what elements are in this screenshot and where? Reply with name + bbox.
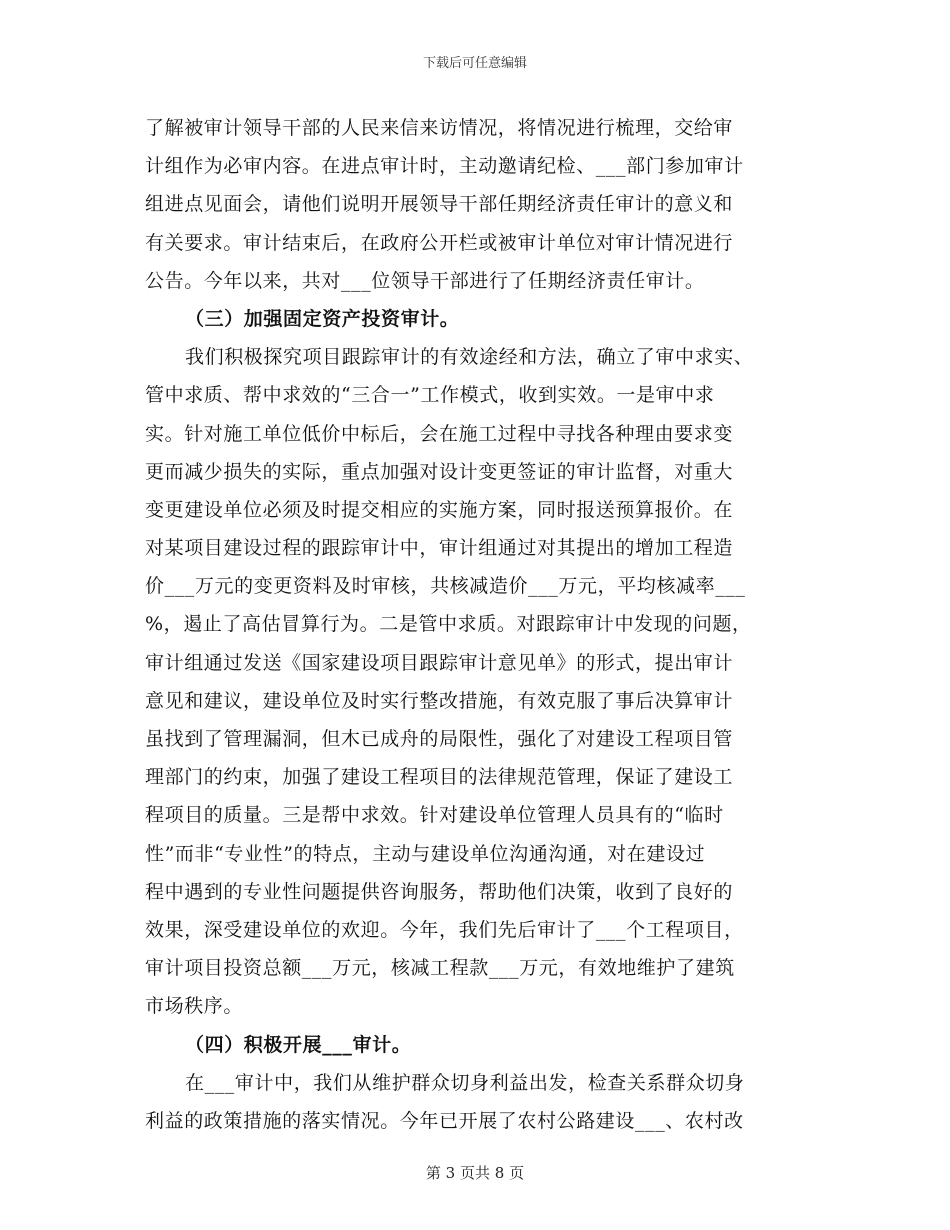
document-body (145, 109, 805, 1140)
text-line: 市场秩序。 (145, 995, 244, 1018)
text-line: 更而减少损失的实际，重点加强对设计变更签证的审计监督，对重大 (145, 460, 734, 483)
text-line: 理部门的约束，加强了建设工程项目的法律规范管理，保证了建设工 (145, 766, 734, 789)
text-line: 审计项目投资总额___万元，核减工程款___万元，有效地维护了建筑 (145, 957, 735, 980)
text-line: 审计组通过发送《国家建设项目跟踪审计意见单》的形式，提出审计 (145, 651, 734, 674)
text-line: 程项目的质量。三是帮中求效。针对建设单位管理人员具有的“临时 (145, 804, 724, 827)
text-line: 公告。今年以来，共对___位领导干部进行了任期经济责任审计。 (145, 269, 705, 292)
text-line: 管中求质、帮中求效的“三合一”工作模式，收到实效。一是审中求 (145, 384, 715, 407)
text-line: 变更建设单位必须及时提交相应的实施方案，同时报送预算报价。在 (145, 498, 734, 521)
text-line: 虽找到了管理漏洞，但木已成舟的局限性，强化了对建设工程项目管 (145, 728, 734, 750)
section-heading-3: （三）加强固定资产投资审计。 (185, 307, 460, 330)
text-line: 性”而非“专业性”的特点，主动与建设单位沟通沟通，对在建设过 (145, 842, 706, 865)
text-line: 效果，深受建设单位的欢迎。今年，我们先后审计了___个工程项目， (145, 918, 744, 941)
page-header: 下载后可任意编辑 (422, 56, 527, 71)
paragraph-start: 在___审计中，我们从维护群众切身利益出发，检查关系群众切身 (185, 1071, 745, 1094)
text-line: 组进点见面会，请他们说明开展领导干部任期经济责任审计的意义和 (145, 193, 734, 216)
text-line: %，遏止了高估冒算行为。二是管中求质。对跟踪审计中发现的问题， (145, 613, 752, 636)
text-line: 程中遇到的专业性问题提供咨询服务，帮助他们决策，收到了良好的 (145, 880, 734, 903)
text-line: 对某项目建设过程的跟踪审计中，审计组通过对其提出的增加工程造 (145, 537, 734, 560)
text-line: 实。针对施工单位低价中标后，会在施工过程中寻找各种理由要求变 (145, 422, 734, 445)
text-line: 利益的政策措施的落实情况。今年已开展了农村公路建设___、农村改 (145, 1109, 744, 1132)
text-line: 了解被审计领导干部的人民来信来访情况，将情况进行梳理，交给审 (145, 117, 734, 139)
text-line: 有关要求。审计结束后，在政府公开栏或被审计单位对审计情况进行 (145, 231, 734, 254)
text-line: 意见和建议，建设单位及时实行整改措施，有效克服了事后决算审计 (145, 689, 734, 712)
page-number: 第 3 页共 8 页 (425, 1164, 525, 1182)
section-heading-4: （四）积极开展___审计。 (185, 1033, 412, 1056)
paragraph-start: 我们积极探究项目跟踪审计的有效途经和方法，确立了审中求实、 (185, 346, 754, 369)
text-line: 价___万元的变更资料及时审核，共核减造价___万元，平均核减率___ (145, 575, 746, 598)
text-line: 计组作为必审内容。在进点审计时，主动邀请纪检、___部门参加审计 (145, 155, 744, 178)
